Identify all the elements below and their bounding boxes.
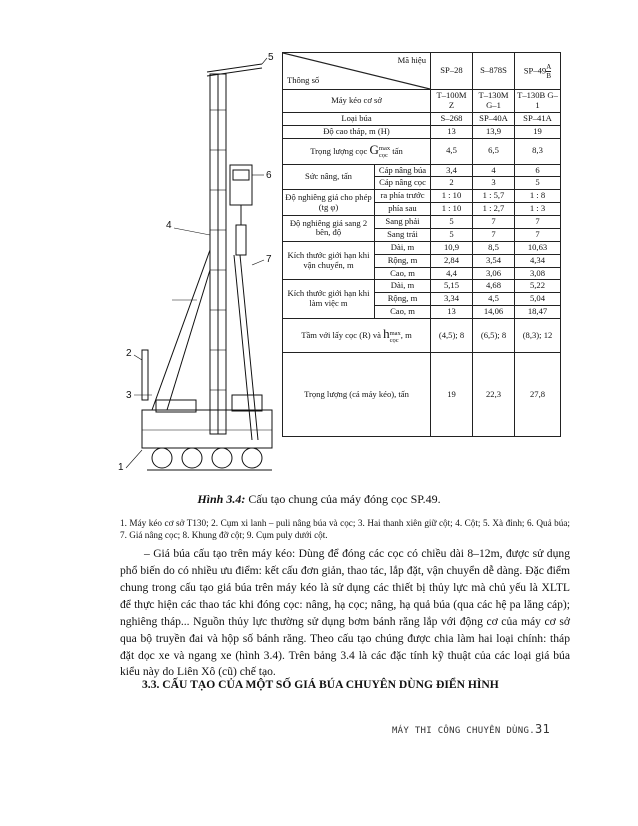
row-sublabel: Cáp nâng cọc (375, 177, 431, 190)
table-row (283, 280, 561, 293)
figure-title: Cấu tạo chung của máy đóng cọc SP.49. (245, 492, 441, 506)
cell: 1 : 8 (515, 190, 561, 203)
cell: (8,3); 12 (515, 319, 561, 353)
figure-number: Hình 3.4: (197, 492, 246, 506)
row-group-label: Kích thước giới hạn khi vận chuyển, m (283, 241, 375, 280)
table-row (283, 112, 561, 125)
cell: 13 (431, 306, 473, 319)
row-sublabel: Cao, m (375, 306, 431, 319)
cell: 6 (515, 164, 561, 177)
row-label: Độ cao tháp, m (H) (283, 125, 431, 138)
row-label: Tầm với lấy cọc (R) và h max cọc , m (283, 319, 431, 353)
cell: 4,5 (431, 138, 473, 164)
row-sublabel: phía sau (375, 203, 431, 216)
figure-legend: 1. Máy kéo cơ sở T130; 2. Cụm xi lanh – puli nâng búa và cọc; 3. Hai thanh xiên giữ cột; 4. Cột; 5. Xà đỉnh; 6. Quả búa; 7. Giá nâng cọc; 8. Khung đỡ cột; 9. Cụm puly dưới cột. (120, 518, 570, 541)
table-row (283, 241, 561, 254)
label-1: 1 (118, 462, 124, 473)
pile-driver-drawing (112, 50, 282, 490)
row-sublabel: Rộng, m (375, 293, 431, 306)
section-heading: 3.3. CẤU TẠO CỦA MỘT SỐ GIÁ BÚA CHUYÊN DÙNG ĐIỂN HÌNH (142, 678, 499, 691)
row-sublabel: Cao, m (375, 267, 431, 280)
cell: 7 (515, 216, 561, 229)
cell: 22,3 (473, 353, 515, 437)
cell: 4,5 (473, 293, 515, 306)
row-label: Máy kéo cơ sở (283, 90, 431, 113)
label-5: 5 (268, 52, 274, 63)
row-sublabel: Dài, m (375, 241, 431, 254)
cell: 18,47 (515, 306, 561, 319)
row-sublabel: Rộng, m (375, 254, 431, 267)
table-row (283, 190, 561, 203)
cell: 8,3 (515, 138, 561, 164)
model-header (515, 53, 561, 90)
header-parameter: Thông số (287, 75, 320, 86)
cell: 5 (431, 228, 473, 241)
model-fraction: $\frac{A}{B}$ (546, 62, 552, 80)
row-sublabel: Dài, m (375, 280, 431, 293)
cell: S–268 (431, 112, 473, 125)
cell: 2,84 (431, 254, 473, 267)
cell: 1 : 10 (431, 190, 473, 203)
paragraph-text: – Giá búa cấu tạo trên máy kéo: Dùng để đóng các cọc có chiều dài 8–12m, được sử dụng phổ biến do có nhiều ưu điểm: kết cấu đơn giản, thao tác, lắp đặt, vận chuyển dễ dàng. Đặc điểm chung trong cấu tạo giá búa trên máy kéo là sử dụng các thiết bị thủy lực mà chủ yếu là XLTL để thực hiện các thao tác khi đóng cọc: nâng, hạ cọc; nâng, hạ quả búa (qua các hệ pa lăng cáp); nghiêng tháp... Nguồn thủy lực thường sử dụng bơm bánh răng lắp với động cơ của máy cơ sở qua bộ truyền đai và hộp số bánh răng. Theo cấu tạo chúng được chia làm hai loại chính: tháp đặt dọc xe và ngang xe (hình 3.4). Trên bảng 3.4 là các đặc tính kỹ thuật của các loại giá búa kiểu này do Liên Xô (cũ) chế tạo. (120, 547, 570, 679)
cell: 7 (515, 228, 561, 241)
cell: T–130B G–1 (515, 90, 561, 113)
table-row (283, 138, 561, 164)
cell: 19 (431, 353, 473, 437)
model-header: S–878S (473, 53, 515, 90)
cell: 10,9 (431, 241, 473, 254)
cell: 7 (473, 216, 515, 229)
cell: 3 (473, 177, 515, 190)
cell: 1 : 10 (431, 203, 473, 216)
row-group-label: Độ nghiêng giá sang 2 bên, độ (283, 216, 375, 242)
cell: 2 (431, 177, 473, 190)
table-row (283, 125, 561, 138)
cell: 3,06 (473, 267, 515, 280)
cell: (6,5); 8 (473, 319, 515, 353)
row-group-label: Kích thước giới hạn khi làm việc m (283, 280, 375, 319)
cell: 13 (431, 125, 473, 138)
label-2: 2 (126, 348, 132, 359)
cell: 14,06 (473, 306, 515, 319)
cell: T–130M G–1 (473, 90, 515, 113)
page-number: 31 (534, 722, 550, 736)
cell: (4,5); 8 (431, 319, 473, 353)
cell: 4,68 (473, 280, 515, 293)
cell: 27,8 (515, 353, 561, 437)
cell: 5 (515, 177, 561, 190)
cell: 3,34 (431, 293, 473, 306)
row-group-label: Độ nghiêng giá cho phép (tg φ) (283, 190, 375, 216)
cell: SP–40A (473, 112, 515, 125)
cell: 5,04 (515, 293, 561, 306)
cell: 7 (473, 228, 515, 241)
spec-table (282, 52, 561, 437)
figure-caption (0, 492, 638, 507)
label-6: 6 (266, 170, 272, 181)
table-row (283, 90, 561, 113)
row-sublabel: Cáp nâng búa (375, 164, 431, 177)
label-4: 4 (166, 220, 172, 231)
label-3: 3 (126, 390, 132, 401)
row-label: Loại búa (283, 112, 431, 125)
cell: 5 (431, 216, 473, 229)
footer-title: MÁY THI CÔNG CHUYÊN DÙNG. (391, 726, 535, 736)
row-sublabel: Sang trái (375, 228, 431, 241)
cell: 3,4 (431, 164, 473, 177)
body-paragraph (120, 546, 570, 681)
row-label: Trọng lượng (cả máy kéo), tấn (283, 353, 431, 437)
diagonal-header-cell (283, 53, 431, 90)
cell: 10,63 (515, 241, 561, 254)
model-header: SP–28 (431, 53, 473, 90)
table-row (283, 353, 561, 437)
table-row (283, 319, 561, 353)
page-footer (392, 722, 550, 736)
header-model-code: Mã hiệu (397, 55, 426, 65)
row-sublabel: ra phía trước (375, 190, 431, 203)
table-header-row (283, 53, 561, 90)
row-label: Trọng lượng cọc G max cọc tấn (283, 138, 431, 164)
row-sublabel: Sang phải (375, 216, 431, 229)
model-header-text: SP–49 (523, 64, 547, 75)
cell: 3,08 (515, 267, 561, 280)
cell: 4,34 (515, 254, 561, 267)
table-row (283, 164, 561, 177)
cell: 1 : 5,7 (473, 190, 515, 203)
cell: 6,5 (473, 138, 515, 164)
cell: 8,5 (473, 241, 515, 254)
cell: 1 : 3 (515, 203, 561, 216)
cell: 3,54 (473, 254, 515, 267)
label-7: 7 (266, 254, 272, 265)
cell: 5,22 (515, 280, 561, 293)
cell: 19 (515, 125, 561, 138)
table-row (283, 216, 561, 229)
row-group-label: Sức nâng, tấn (283, 164, 375, 190)
cell: 13,9 (473, 125, 515, 138)
cell: 5,15 (431, 280, 473, 293)
cell: 4,4 (431, 267, 473, 280)
cell: 1 : 2,7 (473, 203, 515, 216)
cell: SP–41A (515, 112, 561, 125)
cell: 4 (473, 164, 515, 177)
cell: T–100M Z (431, 90, 473, 113)
